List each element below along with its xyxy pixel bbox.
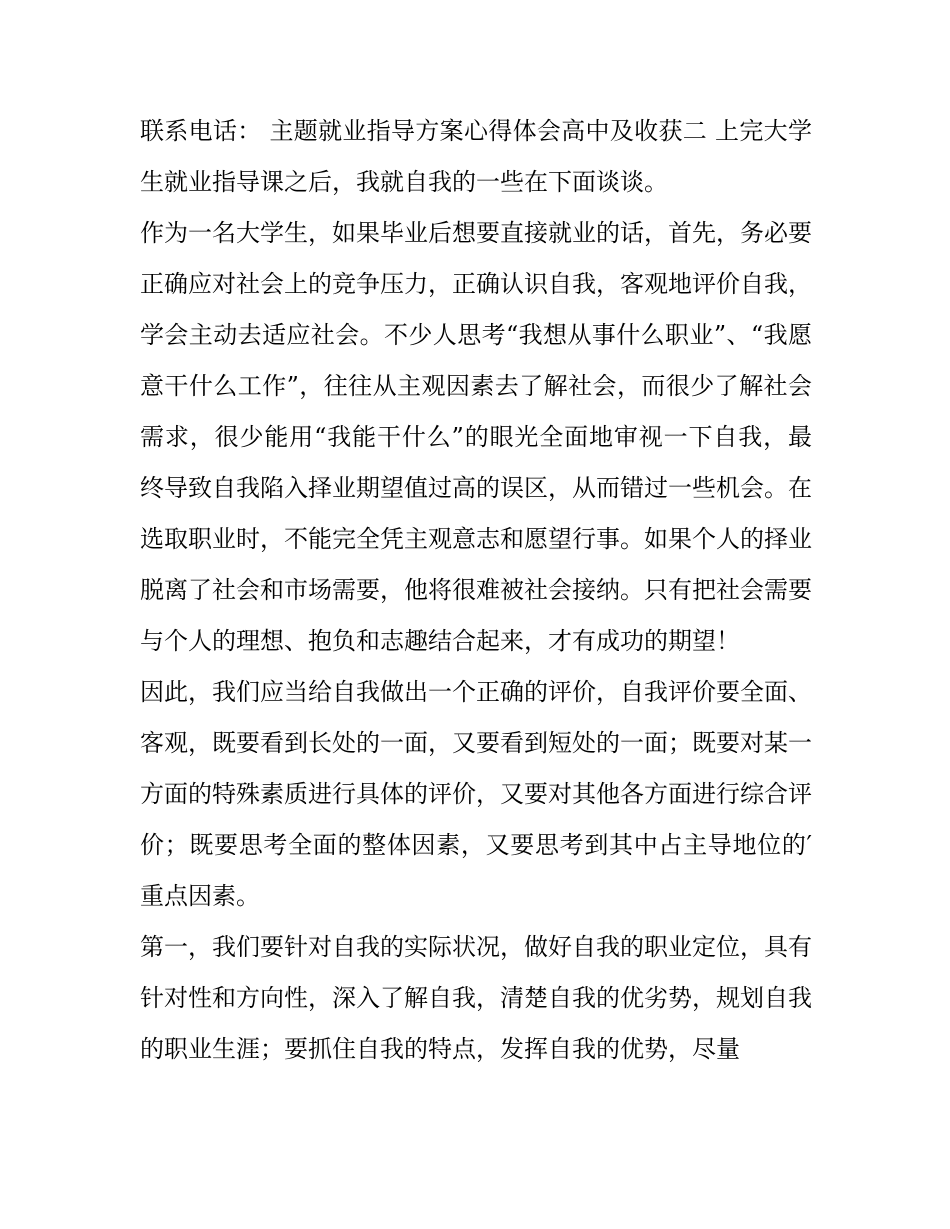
paragraph-career-positioning: 第一，我们要针对自我的实际状况，做好自我的职业定位，具有针对性和方向性，深入了解自我，清楚自我的优劣势，规划自我的职业生涯；要抓住自我的特点，发挥自我的优势，尽量 xyxy=(140,933,812,1063)
paragraph-competition: 作为一名大学生，如果毕业后想要直接就业的话，首先，务必要正确应对社会上的竞争压力，正确认识自我，客观地评价自我，学会主动去适应社会。不少人思考“我想从事什么职业”、“我愿意干什么工作”，往往从主观因素去了解社会，而很少了解社会需求，很少能用“我能干什么”的眼光全面地审视一下自我，最终导致自我陷入择业期望值过高的误区，从而错过一些机会。在选取职业时，不能完全凭主观意志和愿望行事。如果个人的择业脱离了社会和市场需要，他将很难被社会接纳。只有把社会需要与个人的理想、抱负和志趣结合起来，才有成功的期望！ xyxy=(140,219,812,655)
paragraph-contact-intro: 联系电话： 主题就业指导方案心得体会高中及收获二 上完大学生就业指导课之后，我就自我的一些在下面谈谈。 xyxy=(140,117,812,196)
document-body xyxy=(140,106,812,1075)
paragraph-self-evaluation: 因此，我们应当给自我做出一个正确的评价，自我评价要全面、客观，既要看到长处的一面，又要看到短处的一面；既要对某一方面的特殊素质进行具体的评价，又要对其他各方面进行综合评价；既要思考全面的整体因素，又要思考到其中占主导地位的′重点因素。 xyxy=(140,678,812,910)
